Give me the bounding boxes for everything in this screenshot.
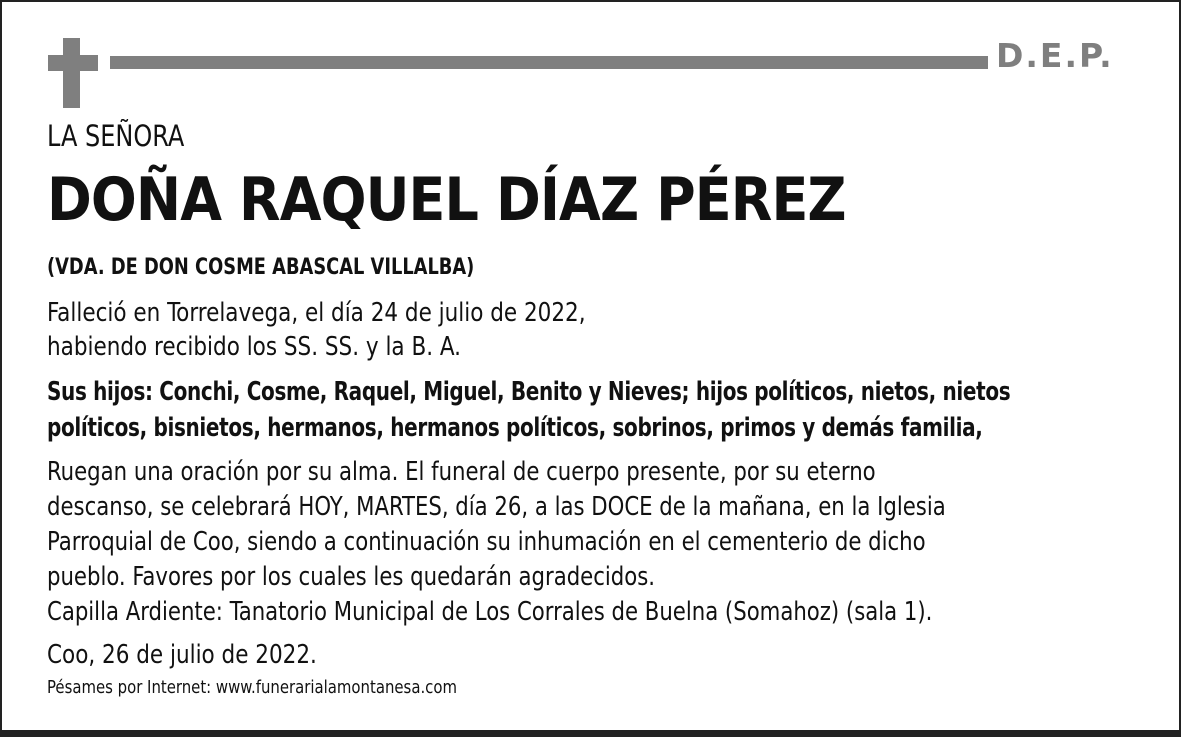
cross-horizontal-bar (48, 55, 98, 71)
family-list (47, 374, 1010, 446)
prayer-line-3: Parroquial de Coo, siendo a continuación su inhumación en el cementerio de dicho (47, 527, 926, 557)
prayer-line-4: pueblo. Favores por los cuales les quedarán agradecidos. (47, 562, 656, 592)
header-rule (110, 56, 988, 69)
death-line-2: habiendo recibido los SS. SS. y la B. A. (47, 332, 461, 362)
funeral-details (47, 455, 946, 595)
prayer-line-1: Ruegan una oración por su alma. El funeral de cuerpo presente, por su eterno (47, 457, 876, 487)
honorific: LA SEÑORA (47, 119, 185, 153)
deceased-name: DOÑA RAQUEL DÍAZ PÉREZ (47, 165, 846, 235)
widow-of: (VDA. DE DON COSME ABASCAL VILLALBA) (47, 255, 475, 280)
condolences-link[interactable]: Pésames por Internet: www.funerarialamontanesa.com (47, 677, 458, 698)
death-line-1: Falleció en Torrelavega, el día 24 de julio de 2022, (47, 298, 586, 328)
prayer-line-2: descanso, se celebrará HOY, MARTES, día 26, a las DOCE de la mañana, en la Iglesia (47, 492, 946, 522)
death-notice (47, 296, 586, 364)
family-line-2: políticos, bisnietos, hermanos, hermanos políticos, sobrinos, primos y demás familia, (47, 413, 983, 443)
place-date: Coo, 26 de julio de 2022. (47, 640, 317, 670)
dep-label: D.E.P. (996, 36, 1114, 75)
cross-vertical-bar (63, 38, 80, 108)
family-line-1: Sus hijos: Conchi, Cosme, Raquel, Miguel, Benito y Nieves; hijos políticos, nietos, nietos (47, 377, 1011, 407)
chapel-info: Capilla Ardiente: Tanatorio Municipal de Los Corrales de Buelna (Somahoz) (sala 1). (47, 597, 933, 627)
